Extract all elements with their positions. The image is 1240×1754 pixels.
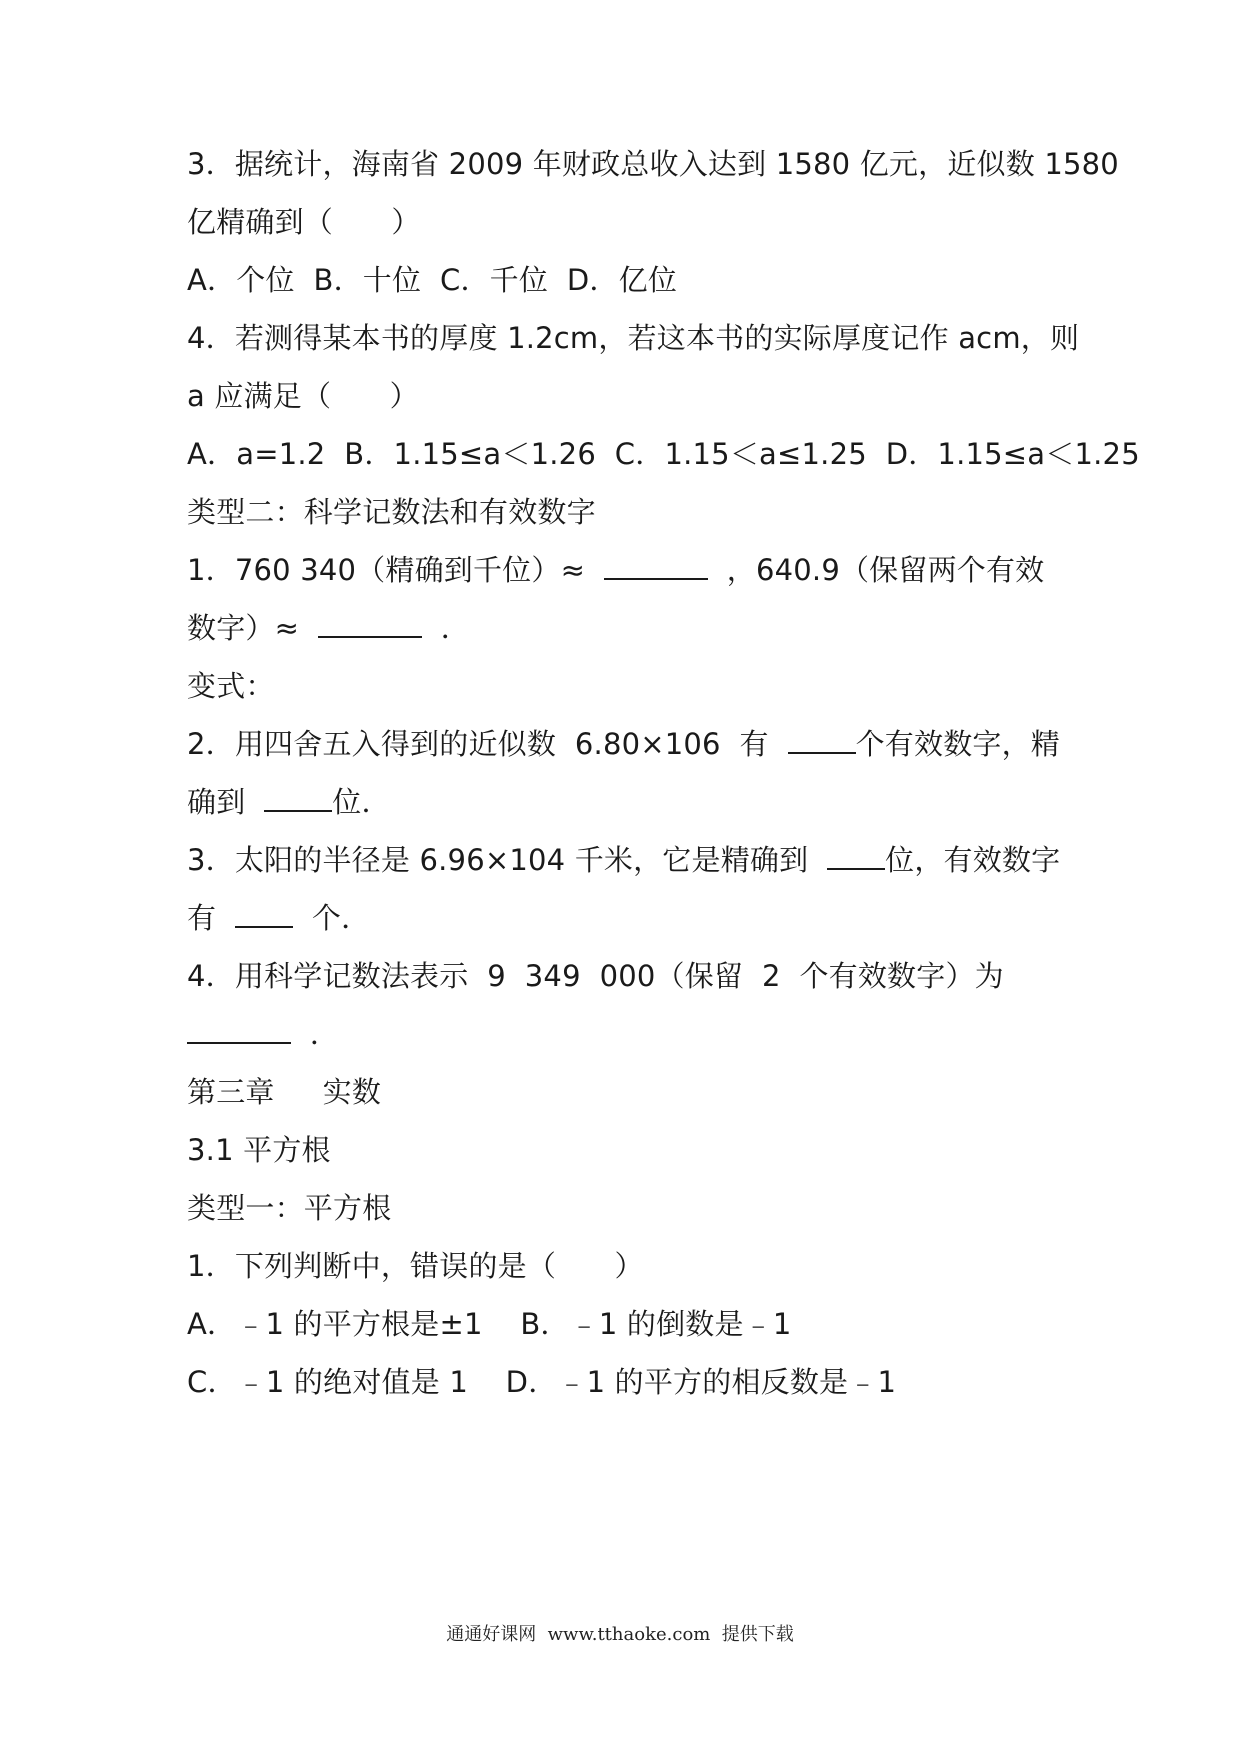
text-before-blank: 2．用四舍五入得到的近似数 6.80×106 有 — [187, 727, 788, 761]
answer-blank — [235, 896, 293, 928]
type2-question-1-line-1 — [187, 548, 1067, 592]
question-3-line-1: 3．据统计，海南省 2009 年财政总收入达到 1580 亿元，近似数 1580 — [187, 147, 1119, 181]
sqrt-question-1-options-cd: C．﹣1 的绝对值是 1 D．﹣1 的平方的相反数是﹣1 — [187, 1365, 897, 1399]
text-after-blank: ． — [421, 611, 470, 645]
text-after-blank: 个． — [293, 901, 371, 935]
answer-blank — [318, 606, 422, 638]
answer-blank — [788, 722, 856, 754]
section-heading-type-1: 类型一：平方根 — [187, 1191, 392, 1225]
text-before-blank: 有 — [187, 901, 236, 935]
text-before-blank: 数字）≈ — [187, 611, 318, 645]
text-after-blank: ，640.9（保留两个有效 — [707, 553, 1045, 587]
answer-blank — [187, 1012, 291, 1044]
text-before-blank: 3．太阳的半径是 6.96×104 千米，它是精确到 — [187, 843, 828, 877]
question-3-options: A．个位 B．十位 C．千位 D．亿位 — [187, 263, 678, 297]
variant-question-3-line-1 — [187, 838, 1067, 882]
variant-question-2-line-2 — [187, 780, 1067, 824]
answer-blank — [604, 548, 708, 580]
section-heading-type-2: 类型二：科学记数法和有效数字 — [187, 495, 596, 529]
text-after-blank: 个有效数字，精 — [855, 727, 1060, 761]
variant-question-3-line-2 — [187, 896, 1067, 940]
variant-question-4-line-2 — [187, 1012, 1067, 1056]
text-before-blank: 确到 — [187, 785, 265, 819]
footer-text: 通通好课网 www.tthaoke.com 提供下载 — [446, 1624, 794, 1645]
sqrt-question-1-options-ab: A．﹣1 的平方根是±1 B．﹣1 的倒数是﹣1 — [187, 1307, 792, 1341]
text-after-blank: 位，有效数字 — [885, 843, 1061, 877]
variant-question-4-line-1: 4．用科学记数法表示 9 349 000（保留 2 个有效数字）为 — [187, 959, 1004, 993]
answer-blank — [264, 780, 332, 812]
question-3-line-2: 亿精确到（ ） — [187, 205, 421, 239]
type2-question-1-line-2 — [187, 606, 1067, 650]
subsection-heading: 3.1 平方根 — [187, 1133, 331, 1167]
text-after-blank: 位． — [332, 785, 391, 819]
question-4-line-1: 4．若测得某本书的厚度 1.2cm，若这本书的实际厚度记作 acm，则 — [187, 321, 1080, 355]
variant-heading: 变式： — [187, 669, 275, 703]
question-4-line-2: a 应满足（ ） — [187, 379, 419, 413]
chapter-heading: 第三章 实数 — [187, 1075, 382, 1109]
variant-question-2-line-1 — [187, 722, 1067, 766]
question-4-options: A．a=1.2 B．1.15≤a＜1.26 C．1.15＜a≤1.25 D．1.15≤a＜1.25 — [187, 437, 1140, 471]
sqrt-question-1: 1．下列判断中，错误的是（ ） — [187, 1249, 644, 1283]
text-before-blank: 1．760 340（精确到千位）≈ — [187, 553, 604, 587]
text-after-blank: ． — [291, 1017, 340, 1051]
answer-blank — [827, 838, 885, 870]
